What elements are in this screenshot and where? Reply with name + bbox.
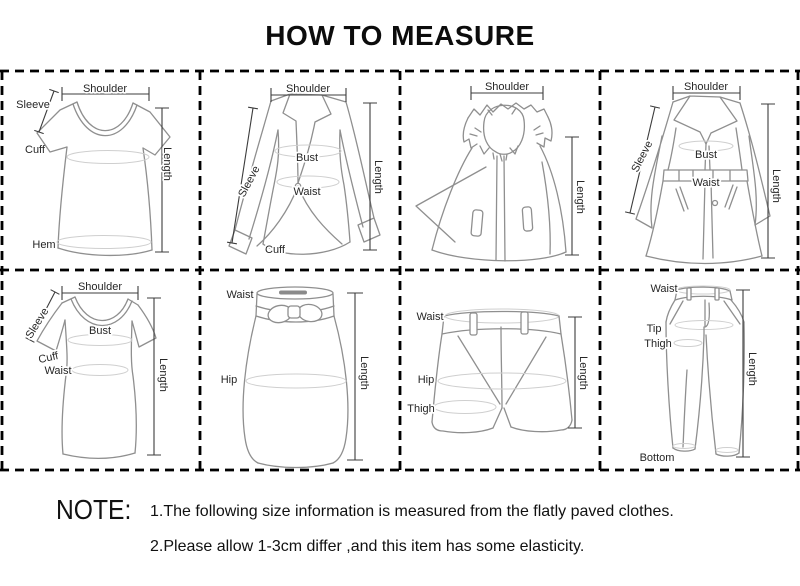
dress-drawing — [37, 297, 156, 458]
hooded-coat-drawing — [416, 103, 566, 261]
panel-tshirt — [0, 70, 200, 270]
panel-shorts — [400, 270, 600, 470]
trench-waist-label: Waist — [692, 177, 720, 189]
note-line-2: 2.Please allow 1-3cm differ ,and this item has some elasticity. — [150, 538, 585, 555]
dress-bust-label: Bust — [88, 325, 112, 337]
blazer-cuff-label: Cuff — [265, 244, 285, 256]
tshirt-cuff-label: Cuff — [25, 144, 45, 156]
panel-pants — [600, 270, 800, 470]
tshirt-sleeve-line — [34, 89, 58, 133]
panel-blazer — [200, 70, 400, 270]
pants-bottom-label: Bottom — [639, 452, 675, 464]
pants-waist-label: Waist — [650, 283, 678, 295]
dress-waist-label: Waist — [44, 365, 72, 377]
pants-tip-label: Tip — [646, 323, 662, 335]
dress-length-label: Length — [157, 358, 169, 392]
pants-thigh-label: Thigh — [644, 338, 672, 350]
skirt-waist-label: Waist — [226, 289, 254, 301]
tshirt-sleeve-label: Sleeve — [16, 99, 50, 111]
skirt-waistband-detail — [279, 291, 307, 295]
tshirt-drawing — [37, 102, 170, 255]
dress-cuff-label: Cuff — [37, 350, 60, 367]
dress-sleeve-label: Sleeve — [23, 305, 52, 341]
shorts-hip-label: Hip — [417, 374, 435, 386]
shorts-waist-label: Waist — [416, 311, 444, 323]
blazer-length-label: Length — [372, 160, 384, 194]
tshirt-hem-label: Hem — [32, 239, 56, 251]
blazer-waist-label: Waist — [293, 186, 321, 198]
panel-skirt — [200, 270, 400, 470]
tshirt-length-label: Length — [161, 147, 173, 181]
panel-hooded-coat — [400, 70, 600, 270]
page-title: HOW TO MEASURE — [265, 20, 535, 51]
blazer-bust-label: Bust — [295, 152, 319, 164]
blazer-sleeve-label: Sleeve — [236, 163, 263, 200]
dress-shoulder-label: Shoulder — [77, 281, 123, 293]
pants-length-label: Length — [746, 352, 758, 386]
trench-sleeve-label: Sleeve — [629, 138, 656, 175]
shorts-drawing — [432, 309, 572, 433]
hooded-coat-length-label: Length — [574, 180, 586, 214]
skirt-drawing — [243, 287, 348, 468]
panel-trench-coat — [600, 70, 800, 270]
pants-drawing — [666, 286, 744, 456]
shorts-thigh-label: Thigh — [407, 403, 435, 415]
panel-dress — [0, 270, 200, 470]
note-line-1: 1.The following size information is measured from the flatly paved clothes. — [150, 503, 674, 520]
trench-bust-label: Bust — [694, 149, 718, 161]
skirt-hip-label: Hip — [220, 374, 238, 386]
trench-length-label: Length — [770, 169, 782, 203]
blazer-shoulder-label: Shoulder — [285, 83, 331, 95]
hooded-coat-shoulder-label: Shoulder — [484, 81, 530, 93]
skirt-length-label: Length — [358, 356, 370, 390]
trench-shoulder-label: Shoulder — [683, 81, 729, 93]
note-heading: NOTE: — [56, 494, 132, 525]
tshirt-shoulder-label: Shoulder — [82, 83, 128, 95]
shorts-length-label: Length — [577, 356, 589, 390]
